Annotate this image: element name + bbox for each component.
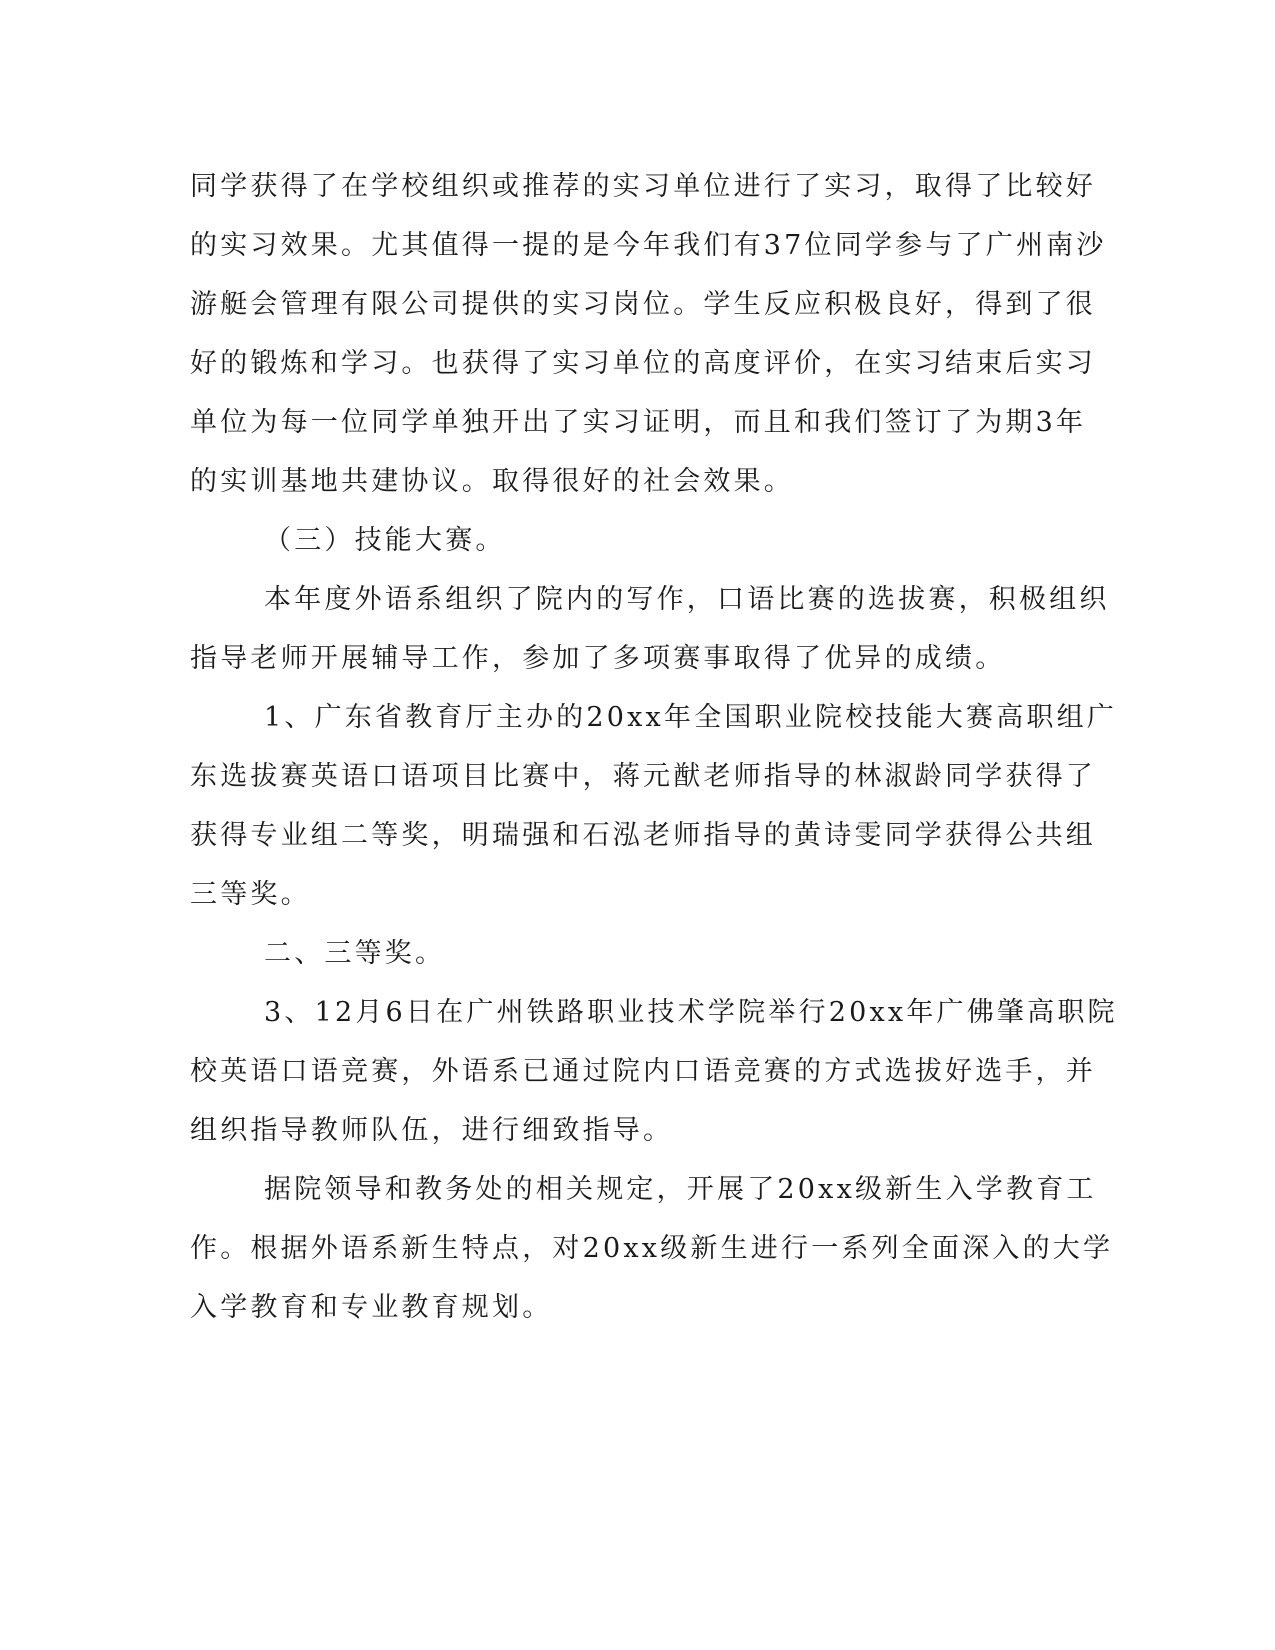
text-line: 作。根据外语系新生特点，对20xx级新生进行一系列全面深入的大学: [190, 1233, 1114, 1264]
text-line: 1、广东省教育厅主办的20xx年全国职业院校技能大赛高职组广: [264, 702, 1117, 733]
text-line: 三等奖。: [190, 879, 311, 910]
text-line: 单位为每一位同学单独开出了实习证明，而且和我们签订了为期3年: [190, 407, 1087, 438]
text-line: 本年度外语系组织了院内的写作，口语比赛的选拔赛，积极组织: [264, 584, 1110, 615]
text-line: 东选拔赛英语口语项目比赛中，蒋元猷老师指导的林淑龄同学获得了: [190, 761, 1096, 792]
text-line: 据院领导和教务处的相关规定，开展了20xx级新生入学教育工: [264, 1174, 1097, 1205]
text-line: 获得专业组二等奖，明瑞强和石泓老师指导的黄诗雯同学获得公共组: [190, 820, 1096, 851]
text-line: 3、12月6日在广州铁路职业技术学院举行20xx年广佛肇高职院: [264, 997, 1118, 1028]
text-line: 入学教育和专业教育规划。: [190, 1292, 553, 1323]
text-line: 组织指导教师队伍，进行细致指导。: [190, 1115, 674, 1146]
text-line: 的实习效果。尤其值得一提的是今年我们有37位同学参与了广州南沙: [190, 230, 1107, 261]
text-line: 的实训基地共建协议。取得很好的社会效果。: [190, 466, 794, 497]
text-line: 好的锻炼和学习。也获得了实习单位的高度评价，在实习结束后实习: [190, 348, 1096, 379]
text-line: 二、三等奖。: [264, 938, 446, 969]
section-heading: （三）技能大赛。: [264, 525, 506, 556]
text-line: 同学获得了在学校组织或推荐的实习单位进行了实习，取得了比较好: [190, 171, 1096, 202]
text-line: 校英语口语竞赛，外语系已通过院内口语竞赛的方式选拔好选手，并: [190, 1056, 1096, 1087]
text-line: 游艇会管理有限公司提供的实习岗位。学生反应积极良好，得到了很: [190, 289, 1096, 320]
text-line: 指导老师开展辅导工作，参加了多项赛事取得了优异的成绩。: [190, 643, 1006, 674]
